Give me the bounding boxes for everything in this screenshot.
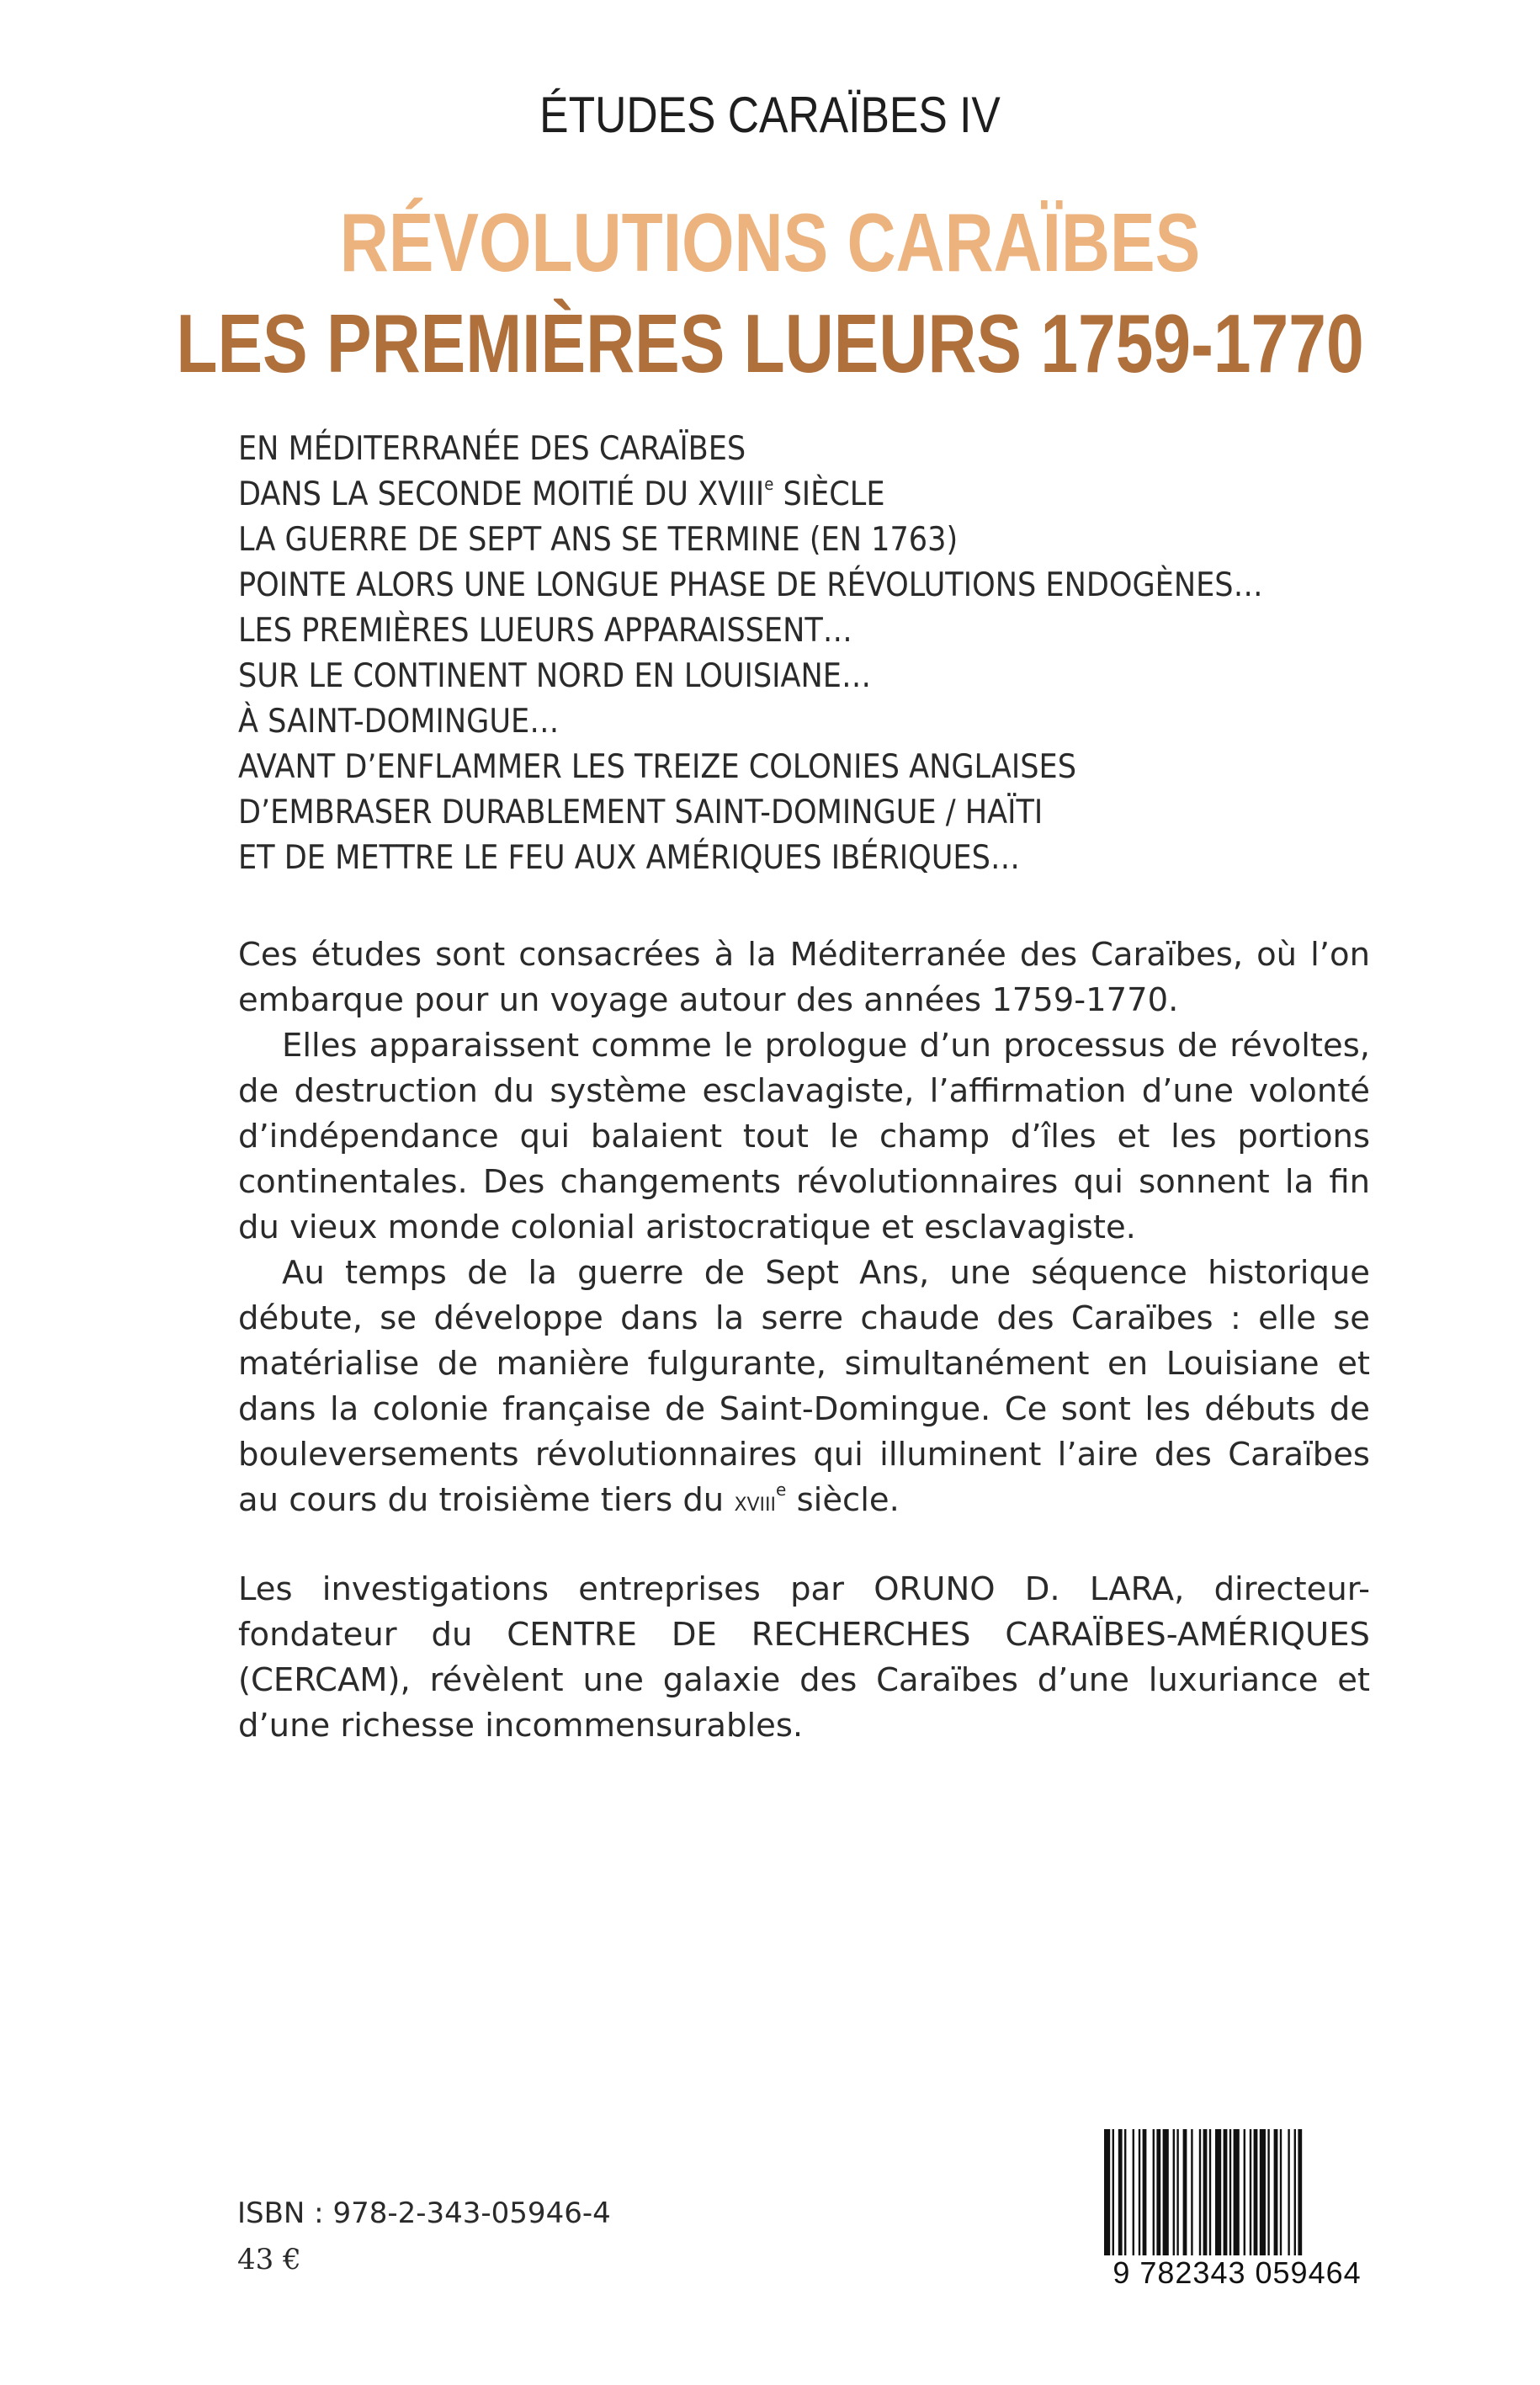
intro-line: DANS LA SECONDE MOITIÉ DU XVIIIe SIÈCLE [238,474,885,513]
book-title: RÉVOLUTIONS CARAÏBES [339,196,1201,289]
barcode-bar [1203,2129,1208,2255]
barcode-bar [1173,2129,1175,2255]
barcode-bar [1280,2129,1282,2255]
barcode-bar [1143,2129,1147,2255]
barcode-bar [1234,2129,1240,2255]
barcode-bar [1224,2129,1228,2255]
barcode-bar [1209,2129,1211,2255]
barcode-bar [1139,2129,1140,2255]
barcode-bar [1133,2129,1134,2255]
barcode-bars [1099,2129,1373,2255]
barcode-bar [1267,2129,1269,2255]
barcode-bar [1274,2129,1278,2255]
isbn: ISBN : 978-2-343-05946-4 [237,2196,611,2230]
barcode-bar [1215,2129,1221,2255]
intro-line: LES PREMIÈRES LUEURS APPARAISSENT… [238,612,852,650]
barcode-bar [1124,2129,1126,2255]
barcode-bar [1113,2129,1114,2255]
series-title: ÉTUDES CARAÏBES IV [539,87,1001,143]
barcode-bar [1156,2129,1160,2255]
barcode-bar [1298,2129,1302,2255]
barcode-bar [1250,2129,1251,2255]
century-superscript: e [764,474,774,494]
intro-line: D’EMBRASER DURABLEMENT SAINT-DOMINGUE / HAÏTI [238,794,1043,831]
barcode-bar [1153,2129,1155,2255]
description-paragraph: Ces études sont consacrées à la Méditerranée des Caraïbes, où l’on embarque pour un voyage autour des années 1759-1770. [238,936,1370,1019]
intro-line: À SAINT-DOMINGUE… [238,703,560,741]
description-paragraph: Elles apparaissent comme le prologue d’un processus de révoltes, de destruction du système esclavagiste, l’affirmation d’une volonté d’indépendance qui balaient tout le champ d’îles et les portions continentales. Des changements révolutionnaires qui sonnent la fin du vieux monde colonial aristocratique et esclavagiste. [238,1027,1370,1246]
barcode-bar [1176,2129,1178,2255]
barcode-bar [1229,2129,1231,2255]
intro-line: AVANT D’ENFLAMMER LES TREIZE COLONIES ANGLAISES [238,748,1077,786]
barcode-bar [1163,2129,1169,2255]
intro-line: SUR LE CONTINENT NORD EN LOUISIANE… [238,657,872,695]
intro-line: ET DE METTRE LE FEU AUX AMÉRIQUES IBÉRIQUES… [238,839,1020,877]
intro-line: EN MÉDITERRANÉE DES CARAÏBES [238,430,746,468]
intro-line: POINTE ALORS UNE LONGUE PHASE DE RÉVOLUTIONS ENDOGÈNES… [238,566,1263,604]
barcode-bar [1260,2129,1266,2255]
barcode-bar [1118,2129,1123,2255]
barcode-digits: 9 782343 059464 [1113,2255,1362,2290]
barcode-bar [1254,2129,1258,2255]
barcode-bar [1183,2129,1187,2255]
barcode-bar [1104,2129,1110,2255]
book-subtitle: LES PREMIÈRES LUEURS 1759-1770 [176,297,1364,390]
barcode-bar [1244,2129,1245,2255]
barcode-bar [1199,2129,1201,2255]
description-paragraph: Au temps de la guerre de Sept Ans, une séquence historique débute, se développe dans la serre chaude des Caraïbes : elle se matérialise de manière fulgurante, simultanément en Louisiane et dans la colonie française de Saint-Domingue. Ce sont les débuts de bouleversements révolutionnaires qui illuminent l’aire des Caraïbes au cours du troisième tiers du xviii$^e$ siècle. [238,1254,1370,1519]
author-note: Les investigations entreprises par ORUNO D. LARA, directeur-fondateur du CENTRE DE RECHERCHES CARAÏBES-AMÉRIQUES (CERCAM), révèlent une galaxie des Caraïbes d’une luxuriance et d’une richesse incommensurables. [238,1570,1370,1745]
barcode-bar [1294,2129,1296,2255]
intro-lines [238,427,1433,881]
barcode-bar [1288,2129,1289,2255]
description [238,932,1370,1525]
barcode-bar [1191,2129,1192,2255]
price: 43 € [237,2243,301,2276]
intro-line: LA GUERRE DE SEPT ANS SE TERMINE (EN 1763) [238,521,959,559]
